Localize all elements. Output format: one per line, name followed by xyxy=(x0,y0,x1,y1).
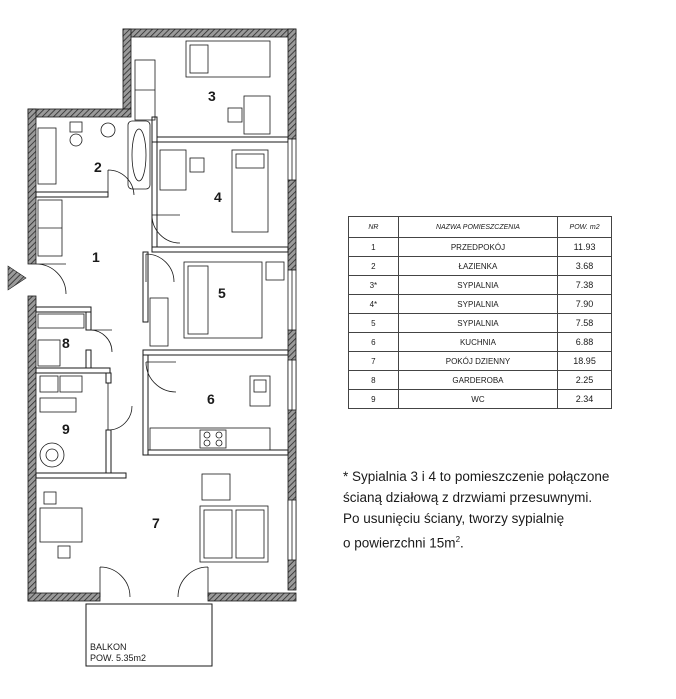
note-superscript: 2 xyxy=(455,535,461,544)
wall-9-right-low xyxy=(106,430,111,478)
header-area: POW. m2 xyxy=(558,217,612,238)
interior-walls xyxy=(36,117,288,478)
row-name: GARDEROBA xyxy=(398,371,557,390)
row-area: 2.34 xyxy=(558,390,612,409)
chair-4-icon xyxy=(190,158,204,172)
wall-left-3 xyxy=(123,29,131,109)
row-name: SYPIALNIA xyxy=(398,314,557,333)
wall-4-left xyxy=(152,142,157,252)
row-name: PRZEDPOKÓJ xyxy=(398,238,557,257)
room-area-table xyxy=(348,216,612,409)
washer-icon xyxy=(40,376,58,392)
sink-icon xyxy=(250,376,270,406)
row-name: KUCHNIA xyxy=(398,333,557,352)
table-row xyxy=(349,276,612,295)
row-nr: 5 xyxy=(349,314,399,333)
room-label-6: 6 xyxy=(207,391,215,407)
row-name: ŁAZIENKA xyxy=(398,257,557,276)
wall-living-top xyxy=(148,450,288,455)
door-balcony-right xyxy=(178,567,208,597)
row-nr: 7 xyxy=(349,352,399,371)
wall-right-upper xyxy=(288,29,296,139)
balkon-name: BALKON xyxy=(90,642,127,652)
row-name: SYPIALNIA xyxy=(398,295,557,314)
room-label-3: 3 xyxy=(208,88,216,104)
wall-wc-top xyxy=(36,307,91,312)
chair-7b-icon xyxy=(58,546,70,558)
wall-4-bottom xyxy=(152,247,288,252)
wall-8-9 xyxy=(36,368,110,373)
door-balcony-left xyxy=(100,567,130,597)
wall-5-bottom xyxy=(143,350,288,355)
chair-3-icon xyxy=(228,108,242,122)
door-8 xyxy=(90,330,112,352)
toilet-9-icon xyxy=(40,443,64,467)
row-name: SYPIALNIA xyxy=(398,276,557,295)
note-line-2: ścianą działową z drzwiami przesuwnymi. xyxy=(343,490,593,505)
row-area: 3.68 xyxy=(558,257,612,276)
wall-5-left xyxy=(143,252,148,322)
row-nr: 2 xyxy=(349,257,399,276)
kitchen-counter-icon xyxy=(150,428,270,450)
armchair-icon xyxy=(202,474,230,500)
room-label-9: 9 xyxy=(62,421,70,437)
row-nr: 6 xyxy=(349,333,399,352)
wall-right-mid xyxy=(288,180,296,270)
balkon-area: POW. 5.35m2 xyxy=(90,653,147,663)
wall-wc-right xyxy=(86,312,91,330)
wall-left-lower xyxy=(28,296,36,601)
wall-bath-bottom xyxy=(36,192,108,197)
bathtub-icon xyxy=(128,121,150,189)
row-name: WC xyxy=(398,390,557,409)
row-area: 2.25 xyxy=(558,371,612,390)
washbasin-icon xyxy=(101,123,115,137)
wall-8-right xyxy=(86,350,91,368)
room-label-4: 4 xyxy=(214,189,222,205)
nightstand-5-icon xyxy=(266,262,284,280)
wall-9-bottom xyxy=(36,473,126,478)
table-header-row xyxy=(349,217,612,238)
table-row xyxy=(349,390,612,409)
room-label-7: 7 xyxy=(152,515,160,531)
entrance-arrow-icon xyxy=(8,266,26,290)
table-row xyxy=(349,257,612,276)
wall-top-2 xyxy=(28,109,131,117)
bath-cabinet-icon xyxy=(38,128,56,184)
row-area: 7.38 xyxy=(558,276,612,295)
row-area: 18.95 xyxy=(558,352,612,371)
room-label-1: 1 xyxy=(92,249,100,265)
chair-7a-icon xyxy=(44,492,56,504)
table-row xyxy=(349,238,612,257)
room-label-2: 2 xyxy=(94,159,102,175)
row-name: POKÓJ DZIENNY xyxy=(398,352,557,371)
door-6 xyxy=(146,362,176,392)
table-row xyxy=(349,352,612,371)
furniture xyxy=(38,41,284,562)
sofa-icon xyxy=(200,506,268,562)
wall-9-right xyxy=(106,373,111,383)
shower-icon xyxy=(40,398,76,412)
row-area: 7.58 xyxy=(558,314,612,333)
wall-bottom-right xyxy=(208,593,296,601)
row-area: 6.88 xyxy=(558,333,612,352)
door-bath xyxy=(108,170,134,195)
wardrobe-5-icon xyxy=(150,298,168,346)
row-area: 7.90 xyxy=(558,295,612,314)
stove-icon xyxy=(200,430,226,448)
door-5 xyxy=(146,254,174,282)
row-nr: 1 xyxy=(349,238,399,257)
wall-left-upper xyxy=(28,109,36,264)
wall-top-3 xyxy=(123,29,296,37)
row-nr: 8 xyxy=(349,371,399,390)
balcony xyxy=(86,604,212,666)
bed-3-icon xyxy=(186,41,270,77)
header-nr: NR xyxy=(349,217,399,238)
desk-4-icon xyxy=(160,150,186,190)
note-line-3: Po usunięciu ściany, tworzy sypialnię xyxy=(343,511,565,526)
footnote xyxy=(343,466,663,554)
shelves-8-icon xyxy=(38,314,84,328)
note-line-4 xyxy=(343,529,663,554)
row-area: 11.93 xyxy=(558,238,612,257)
toilet-icon xyxy=(70,134,82,146)
note-line-4-end: . xyxy=(460,535,464,551)
desk-3-icon xyxy=(244,96,270,134)
dining-table-icon xyxy=(40,508,82,542)
table-row xyxy=(349,314,612,333)
note-line-1: * Sypialnia 3 i 4 to pomieszczenie połączone xyxy=(343,469,610,484)
table-row xyxy=(349,295,612,314)
row-nr: 3* xyxy=(349,276,399,295)
door-entrance xyxy=(36,264,66,294)
table-row xyxy=(349,333,612,352)
outer-walls xyxy=(28,29,296,601)
row-nr: 9 xyxy=(349,390,399,409)
wall-bottom-left xyxy=(28,593,100,601)
note-line-4-text: o powierzchni 15m xyxy=(343,535,456,551)
wall-3-4 xyxy=(157,137,288,142)
row-nr: 4* xyxy=(349,295,399,314)
table-row xyxy=(349,371,612,390)
door-9 xyxy=(108,383,132,430)
header-name: NAZWA POMIESZCZENIA xyxy=(398,217,557,238)
room-label-5: 5 xyxy=(218,285,226,301)
bed-4-icon xyxy=(232,150,268,232)
room-label-8: 8 xyxy=(62,335,70,351)
